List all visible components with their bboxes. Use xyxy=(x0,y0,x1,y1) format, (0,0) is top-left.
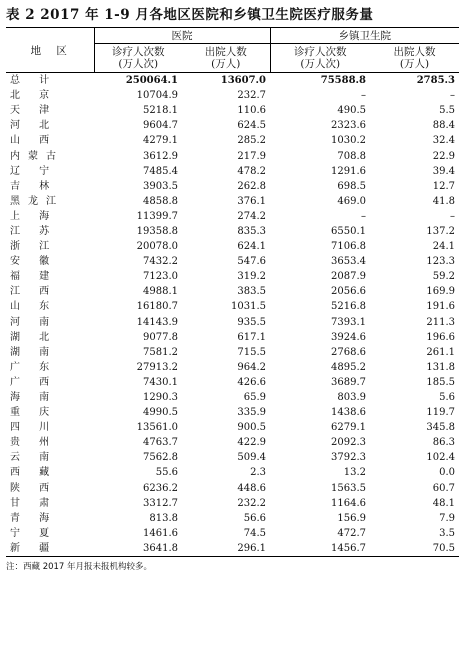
table-row xyxy=(6,481,459,496)
header-col2: 出院人数 (万人) xyxy=(182,44,270,73)
region-cell: 内蒙古 xyxy=(10,150,64,162)
region-cell: 黑龙江 xyxy=(10,195,64,207)
region-cell: 西 藏 xyxy=(10,467,58,479)
value-cell: 7106.8 xyxy=(331,241,366,253)
value-cell: 383.5 xyxy=(237,286,266,298)
value-cell: 7393.1 xyxy=(331,316,366,328)
region-cell: 吉 林 xyxy=(10,180,58,192)
value-cell: 10704.9 xyxy=(136,90,178,102)
table-row xyxy=(6,118,459,133)
table-row xyxy=(6,103,459,118)
value-cell: 11399.7 xyxy=(136,210,178,222)
value-cell: 3903.5 xyxy=(143,180,178,192)
region-cell: 新 疆 xyxy=(6,541,94,557)
value-cell: 12.7 xyxy=(432,180,455,192)
table-row xyxy=(6,148,459,163)
table-row xyxy=(6,405,459,420)
value-cell: 4990.5 xyxy=(143,407,178,419)
table-row xyxy=(6,299,459,314)
service-volume-table xyxy=(6,27,459,557)
table-row xyxy=(6,390,459,405)
table-row xyxy=(6,224,459,239)
value-cell: 426.6 xyxy=(237,376,266,388)
value-cell: 9077.8 xyxy=(143,331,178,343)
value-cell: 131.8 xyxy=(426,361,455,373)
value-cell: 16180.7 xyxy=(136,301,178,313)
value-cell: 56.6 xyxy=(243,512,266,524)
table-row xyxy=(6,541,459,557)
value-cell: 478.2 xyxy=(237,165,266,177)
region-cell: 总 计 xyxy=(10,75,58,87)
value-cell: 3641.8 xyxy=(94,541,182,557)
table-row-total xyxy=(6,73,459,89)
value-cell: 232.7 xyxy=(237,90,266,102)
value-cell: 900.5 xyxy=(237,422,266,434)
table-row xyxy=(6,345,459,360)
value-cell: 274.2 xyxy=(237,210,266,222)
value-cell: 3653.4 xyxy=(331,256,366,268)
table-row xyxy=(6,209,459,224)
value-cell: 3312.7 xyxy=(143,497,178,509)
value-cell: 813.8 xyxy=(149,512,178,524)
value-cell: 1290.3 xyxy=(143,392,178,404)
region-cell: 四 川 xyxy=(10,422,58,434)
value-cell: 7123.0 xyxy=(143,271,178,283)
region-cell: 湖 北 xyxy=(10,331,58,343)
value-cell: 2092.3 xyxy=(331,437,366,449)
table-row xyxy=(6,133,459,148)
value-cell: 19358.8 xyxy=(136,225,178,237)
value-cell: 156.9 xyxy=(337,512,366,524)
region-cell: 山 东 xyxy=(10,301,58,313)
table-row xyxy=(6,239,459,254)
header-col1: 诊疗人次数 (万人次) xyxy=(94,44,182,73)
value-cell: 6279.1 xyxy=(331,422,366,434)
region-cell: 天 津 xyxy=(10,105,58,117)
value-cell: 964.2 xyxy=(237,361,266,373)
value-cell: 4895.2 xyxy=(331,361,366,373)
value-cell: 7432.2 xyxy=(143,256,178,268)
value-cell: 376.1 xyxy=(237,195,266,207)
region-cell: 辽 宁 xyxy=(10,165,58,177)
value-cell: 835.3 xyxy=(237,225,266,237)
region-cell: 广 东 xyxy=(10,361,58,373)
value-cell: 110.6 xyxy=(237,105,266,117)
value-cell: 32.4 xyxy=(432,135,455,147)
region-cell: 安 徽 xyxy=(10,256,58,268)
value-cell: 137.2 xyxy=(426,225,455,237)
value-cell: 6550.1 xyxy=(331,225,366,237)
value-cell: 1030.2 xyxy=(331,135,366,147)
value-cell: 59.2 xyxy=(432,271,455,283)
value-cell: 86.3 xyxy=(432,437,455,449)
value-cell: 27913.2 xyxy=(136,361,178,373)
value-cell: 3612.9 xyxy=(143,150,178,162)
header-group-hospital: 医院 xyxy=(94,28,270,44)
value-cell: 935.5 xyxy=(237,316,266,328)
value-cell: 1438.6 xyxy=(331,407,366,419)
value-cell: 88.4 xyxy=(432,120,455,132)
region-cell: 福 建 xyxy=(10,271,58,283)
value-cell: 296.1 xyxy=(182,541,270,557)
value-cell: 1461.6 xyxy=(143,527,178,539)
value-cell: – xyxy=(450,210,455,222)
value-cell: 2323.6 xyxy=(331,120,366,132)
value-cell: 617.1 xyxy=(237,331,266,343)
value-cell: 55.6 xyxy=(155,467,178,479)
value-cell: 70.5 xyxy=(370,541,459,557)
region-cell: 浙 江 xyxy=(10,241,58,253)
table-row xyxy=(6,496,459,511)
value-cell: 7.9 xyxy=(439,512,455,524)
region-cell: 海 南 xyxy=(10,392,58,404)
value-cell: 345.8 xyxy=(426,422,455,434)
value-cell: – xyxy=(361,210,366,222)
value-cell: 41.8 xyxy=(432,195,455,207)
value-cell: 185.5 xyxy=(426,376,455,388)
value-cell: 217.9 xyxy=(237,150,266,162)
value-cell: 624.1 xyxy=(237,241,266,253)
value-cell: 102.4 xyxy=(426,452,455,464)
value-cell: 319.2 xyxy=(237,271,266,283)
region-cell: 宁 夏 xyxy=(10,527,58,539)
value-cell: 39.4 xyxy=(432,165,455,177)
value-cell: 7430.1 xyxy=(143,376,178,388)
value-cell: 196.6 xyxy=(426,331,455,343)
value-cell: 6236.2 xyxy=(143,482,178,494)
header-col3: 诊疗人次数 (万人次) xyxy=(270,44,370,73)
value-cell: 285.2 xyxy=(237,135,266,147)
value-cell: 232.2 xyxy=(237,497,266,509)
value-cell: 5216.8 xyxy=(331,301,366,313)
value-cell: 2785.3 xyxy=(416,75,455,87)
value-cell: 803.9 xyxy=(337,392,366,404)
value-cell: 708.8 xyxy=(337,150,366,162)
table-row xyxy=(6,360,459,375)
value-cell: 119.7 xyxy=(426,407,455,419)
region-cell: 山 西 xyxy=(10,135,58,147)
table-row xyxy=(6,88,459,103)
region-cell: 江 西 xyxy=(10,286,58,298)
table-row xyxy=(6,526,459,541)
value-cell: 5218.1 xyxy=(143,105,178,117)
region-cell: 青 海 xyxy=(10,512,58,524)
value-cell: 24.1 xyxy=(432,241,455,253)
value-cell: 48.1 xyxy=(432,497,455,509)
value-cell: 2768.6 xyxy=(331,346,366,358)
footnote: 注：西藏 2017 年月报未报机构较多。 xyxy=(6,562,153,572)
value-cell: 13.2 xyxy=(343,467,366,479)
value-cell: 14143.9 xyxy=(136,316,178,328)
value-cell: 0.0 xyxy=(439,467,455,479)
value-cell: 261.1 xyxy=(426,346,455,358)
region-cell: 湖 南 xyxy=(10,346,58,358)
region-cell: 重 庆 xyxy=(10,407,58,419)
table-body xyxy=(6,73,459,557)
value-cell: 2087.9 xyxy=(331,271,366,283)
value-cell: 123.3 xyxy=(426,256,455,268)
region-cell: 河 北 xyxy=(10,120,58,132)
value-cell: 1456.7 xyxy=(270,541,370,557)
table-row xyxy=(6,284,459,299)
value-cell: 2056.6 xyxy=(331,286,366,298)
table-title: 表 2 2017 年 1-9 月各地区医院和乡镇卫生院医疗服务量 xyxy=(6,7,374,23)
value-cell: 3689.7 xyxy=(331,376,366,388)
header-col4: 出院人数 (万人) xyxy=(370,44,459,73)
value-cell: 422.9 xyxy=(237,437,266,449)
region-cell: 河 南 xyxy=(10,316,58,328)
value-cell: 469.0 xyxy=(337,195,366,207)
region-cell: 甘 肃 xyxy=(10,497,58,509)
value-cell: 490.5 xyxy=(337,105,366,117)
value-cell: 7581.2 xyxy=(143,346,178,358)
value-cell: 211.3 xyxy=(426,316,455,328)
table-row xyxy=(6,511,459,526)
value-cell: 335.9 xyxy=(237,407,266,419)
table-row xyxy=(6,164,459,179)
value-cell: 262.8 xyxy=(237,180,266,192)
value-cell: 472.7 xyxy=(337,527,366,539)
region-cell: 贵 州 xyxy=(10,437,58,449)
region-cell: 广 西 xyxy=(10,376,58,388)
table-row xyxy=(6,450,459,465)
value-cell: 13561.0 xyxy=(136,422,178,434)
region-cell: 江 苏 xyxy=(10,225,58,237)
table-row xyxy=(6,465,459,480)
value-cell: 4763.7 xyxy=(143,437,178,449)
table-row xyxy=(6,269,459,284)
table-row xyxy=(6,330,459,345)
table-row xyxy=(6,194,459,209)
value-cell: 5.5 xyxy=(439,105,455,117)
value-cell: 74.5 xyxy=(243,527,266,539)
value-cell: 2.3 xyxy=(250,467,266,479)
value-cell: 7562.8 xyxy=(143,452,178,464)
region-cell: 陕 西 xyxy=(10,482,58,494)
value-cell: 5.6 xyxy=(439,392,455,404)
value-cell: 3792.3 xyxy=(331,452,366,464)
table-row xyxy=(6,420,459,435)
value-cell: 4279.1 xyxy=(143,135,178,147)
table-row xyxy=(6,375,459,390)
value-cell: 13607.0 xyxy=(220,75,266,87)
value-cell: 4988.1 xyxy=(143,286,178,298)
value-cell: 624.5 xyxy=(237,120,266,132)
value-cell: 1291.6 xyxy=(331,165,366,177)
value-cell: 1031.5 xyxy=(231,301,266,313)
region-cell: 上 海 xyxy=(10,210,58,222)
region-cell: 北 京 xyxy=(10,90,58,102)
value-cell: 60.7 xyxy=(432,482,455,494)
value-cell: 4858.8 xyxy=(143,195,178,207)
value-cell: 1164.6 xyxy=(331,497,366,509)
value-cell: – xyxy=(450,90,455,102)
value-cell: 169.9 xyxy=(426,286,455,298)
value-cell: 698.5 xyxy=(337,180,366,192)
header-group-township: 乡镇卫生院 xyxy=(270,28,459,44)
value-cell: 3.5 xyxy=(439,527,455,539)
value-cell: 448.6 xyxy=(237,482,266,494)
value-cell: 715.5 xyxy=(237,346,266,358)
value-cell: 1563.5 xyxy=(331,482,366,494)
value-cell: 547.6 xyxy=(237,256,266,268)
value-cell: 75588.8 xyxy=(320,75,366,87)
header-region: 地 区 xyxy=(6,28,94,73)
table-row xyxy=(6,254,459,269)
value-cell: 65.9 xyxy=(243,392,266,404)
table-row xyxy=(6,315,459,330)
value-cell: 9604.7 xyxy=(143,120,178,132)
value-cell: 7485.4 xyxy=(143,165,178,177)
value-cell: 250064.1 xyxy=(125,75,178,87)
value-cell: 20078.0 xyxy=(136,241,178,253)
value-cell: – xyxy=(361,90,366,102)
table-row xyxy=(6,179,459,194)
value-cell: 509.4 xyxy=(237,452,266,464)
value-cell: 3924.6 xyxy=(331,331,366,343)
region-cell: 云 南 xyxy=(10,452,58,464)
value-cell: 191.6 xyxy=(426,301,455,313)
value-cell: 22.9 xyxy=(432,150,455,162)
table-row xyxy=(6,435,459,450)
